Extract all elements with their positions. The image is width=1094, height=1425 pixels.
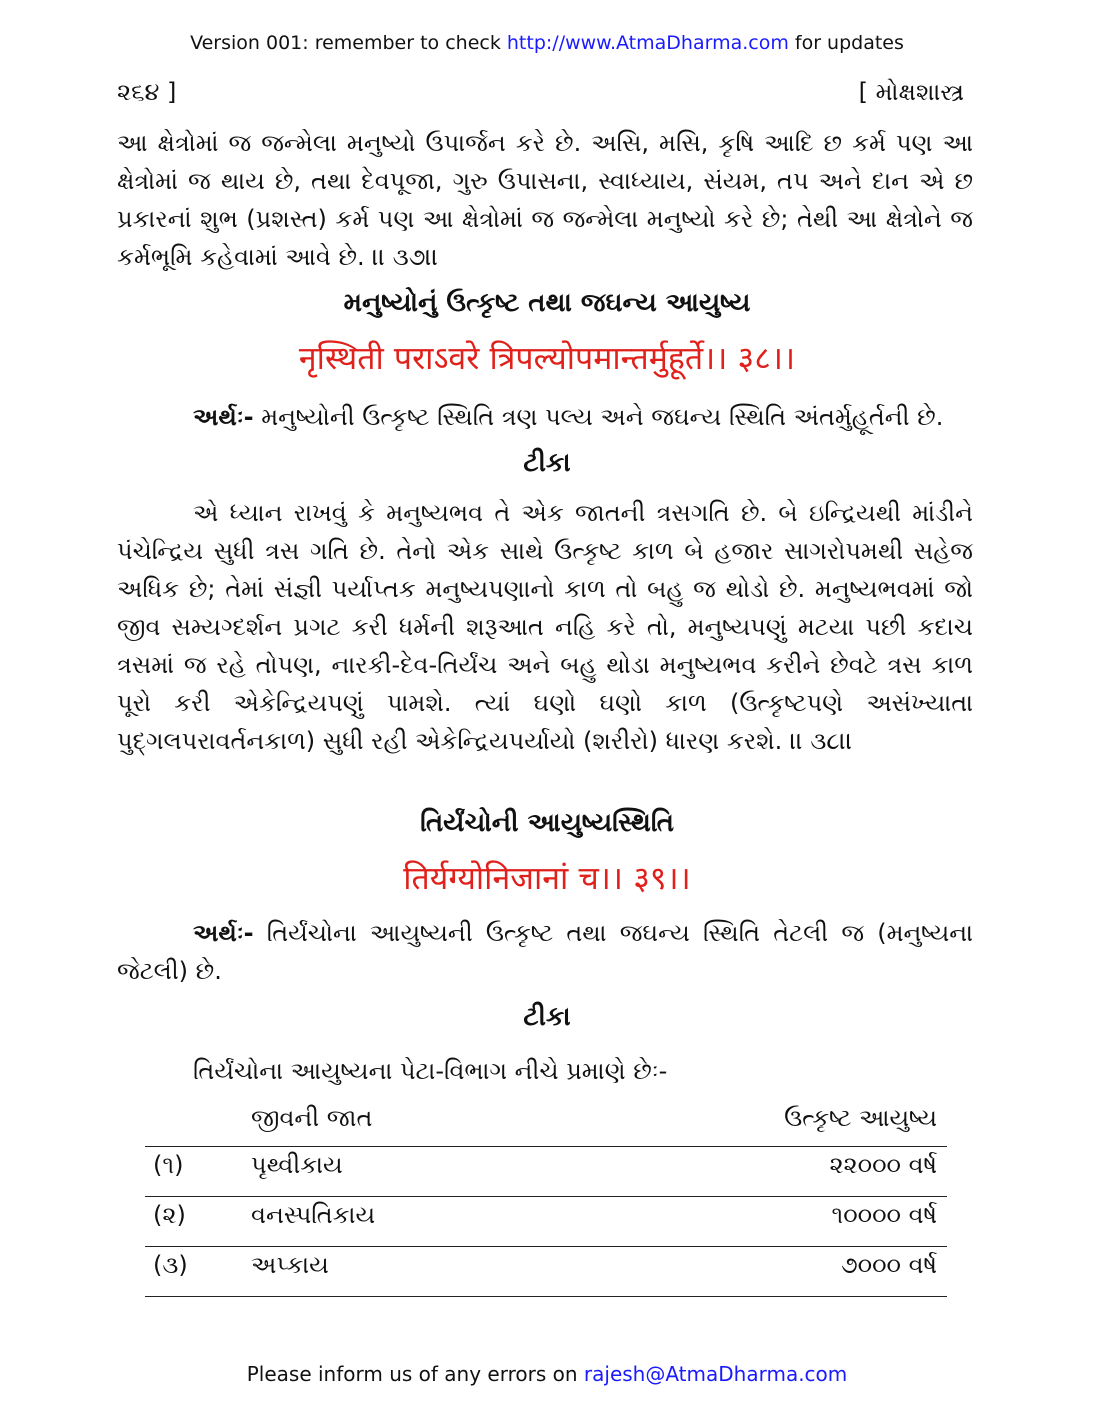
artha-label: અર્થઃ- xyxy=(193,403,254,431)
row-number: (૨) xyxy=(153,1201,186,1229)
book-title: [ મોક્ષશાસ્ત્ર xyxy=(858,78,964,106)
section-heading-1: મનુષ્યોનું ઉત્કૃષ્ટ તથા જઘન્ય આયુષ્ય xyxy=(343,288,751,318)
row-name: પૃથ્વીકાય xyxy=(251,1151,343,1179)
row-number: (૩) xyxy=(153,1251,188,1279)
row-value: ૧૦૦૦૦ વર્ષ xyxy=(831,1201,937,1229)
table-row xyxy=(145,1196,947,1246)
row-value: ૨૨૦૦૦ વર્ષ xyxy=(829,1151,937,1179)
table-row xyxy=(145,1246,947,1297)
paragraph-1: આ ક્ષેત્રોમાં જ જન્મેલા મનુષ્યો ઉપાર્જન કરે છે. અસિ, મસિ, કૃષિ આદિ છ કર્મ પણ આ ક્ષેત્રોમાં જ થાય છે, તથા દેવપૂજા, ગુરુ ઉપાસના, સ્વાધ્યાય, સંયમ, તપ અને દાન એ છ પ્રકારનાં શુભ (પ્રશસ્ત) કર્મ પણ આ ક્ષેત્રોમાં જ જન્મેલા મનુષ્યો કરે છે; તેથી આ ક્ષેત્રોને જ કર્મભૂમિ કહેવામાં આવે છે. ।। ૩૭।। xyxy=(117,129,973,271)
lifespan-table xyxy=(145,1100,947,1297)
footer-text: Please inform us of any errors on xyxy=(246,1362,578,1386)
section-heading-2: તિર્યંચોની આયુષ્યસ્થિતિ xyxy=(420,808,674,838)
paragraph-2: એ ધ્યાન રાખવું કે મનુષ્યભવ તે એક જાતની ત્રસગતિ છે. બે ઇન્દ્રિયથી માંડીને પંચેન્દ્રિય સુધી ત્રસ ગતિ છે. તેનો એક સાથે ઉત્કૃષ્ટ કાળ બે હજાર સાગરોપમથી સહેજ અધિક છે; તેમાં સંજ્ઞી પર્યાપ્તક મનુષ્યપણાનો કાળ તો બહુ જ થોડો છે. મનુષ્યભવમાં જો જીવ સમ્યગ્દર્શન પ્રગટ કરી ધર્મની શરૂઆત નહિ કરે તો, મનુષ્યપણું મટયા પછી કદાચ ત્રસમાં જ રહે તોપણ, નારકી-દેવ-તિર્યંચ અને બહુ થોડા મનુષ્યભવ કરીને છેવટે ત્રસ કાળ પૂરો કરી એકેન્દ્રિયપણું પામશે. ત્યાં ઘણો ઘણો કાળ (ઉત્કૃષ્ટપણે અસંખ્યાતા પુદ્ગલપરાવર્તનકાળ) સુધી રહી એકેન્દ્રિયપર્યાયો (શરીરો) ધારણ કરશે. ।। ૩૮।। xyxy=(117,499,973,755)
version-notice xyxy=(0,32,1094,54)
table-header xyxy=(145,1100,947,1146)
tika-heading-2: ટીકા xyxy=(523,1002,571,1032)
table-row xyxy=(145,1146,947,1196)
artha-label-2: અર્થઃ- xyxy=(193,919,254,947)
paragraph-3: તિર્યંચોના આયુષ્યના પેટા-વિભાગ નીચે પ્રમાણે છેઃ- xyxy=(193,1057,668,1085)
email-link[interactable]: rajesh@AtmaDharma.com xyxy=(583,1362,848,1386)
row-name: વનસ્પતિકાય xyxy=(251,1201,376,1229)
artha-39-text: તિર્યંચોના આયુષ્યની ઉત્કૃષ્ટ તથા જઘન્ય સ્થિતિ તેટલી જ (મનુષ્યના જેટલી) છે. xyxy=(117,919,973,985)
version-suffix: for updates xyxy=(794,32,904,54)
row-number: (૧) xyxy=(153,1151,184,1179)
tika-heading-1: ટીકા xyxy=(523,448,571,478)
row-value: ૭૦૦૦ વર્ષ xyxy=(840,1251,937,1279)
row-name: અપ્કાય xyxy=(251,1251,329,1279)
version-prefix: Version 001: remember to check xyxy=(190,32,501,54)
artha-38 xyxy=(117,398,973,436)
sutra-38: नृस्थिती पराऽवरे त्रिपल्योपमान्तर्मुहूर्ते।। ३८।। xyxy=(298,339,796,377)
column-header-name: જીવની જાત xyxy=(251,1104,373,1132)
footer-notice xyxy=(0,1362,1094,1386)
website-link[interactable]: http://www.AtmaDharma.com xyxy=(506,32,789,54)
artha-38-text: મનુષ્યોની ઉત્કૃષ્ટ સ્થિતિ ત્રણ પલ્ય અને જઘન્ય સ્થિતિ અંતર્મુહૂર્તની છે. xyxy=(253,403,944,431)
artha-39 xyxy=(117,914,973,990)
sutra-39: तिर्यग्योनिजानां च।। ३९।। xyxy=(403,859,691,897)
page-number: ૨૬૪ ] xyxy=(117,78,177,106)
column-header-value: ઉત્કૃષ્ટ આયુષ્ય xyxy=(784,1104,937,1132)
